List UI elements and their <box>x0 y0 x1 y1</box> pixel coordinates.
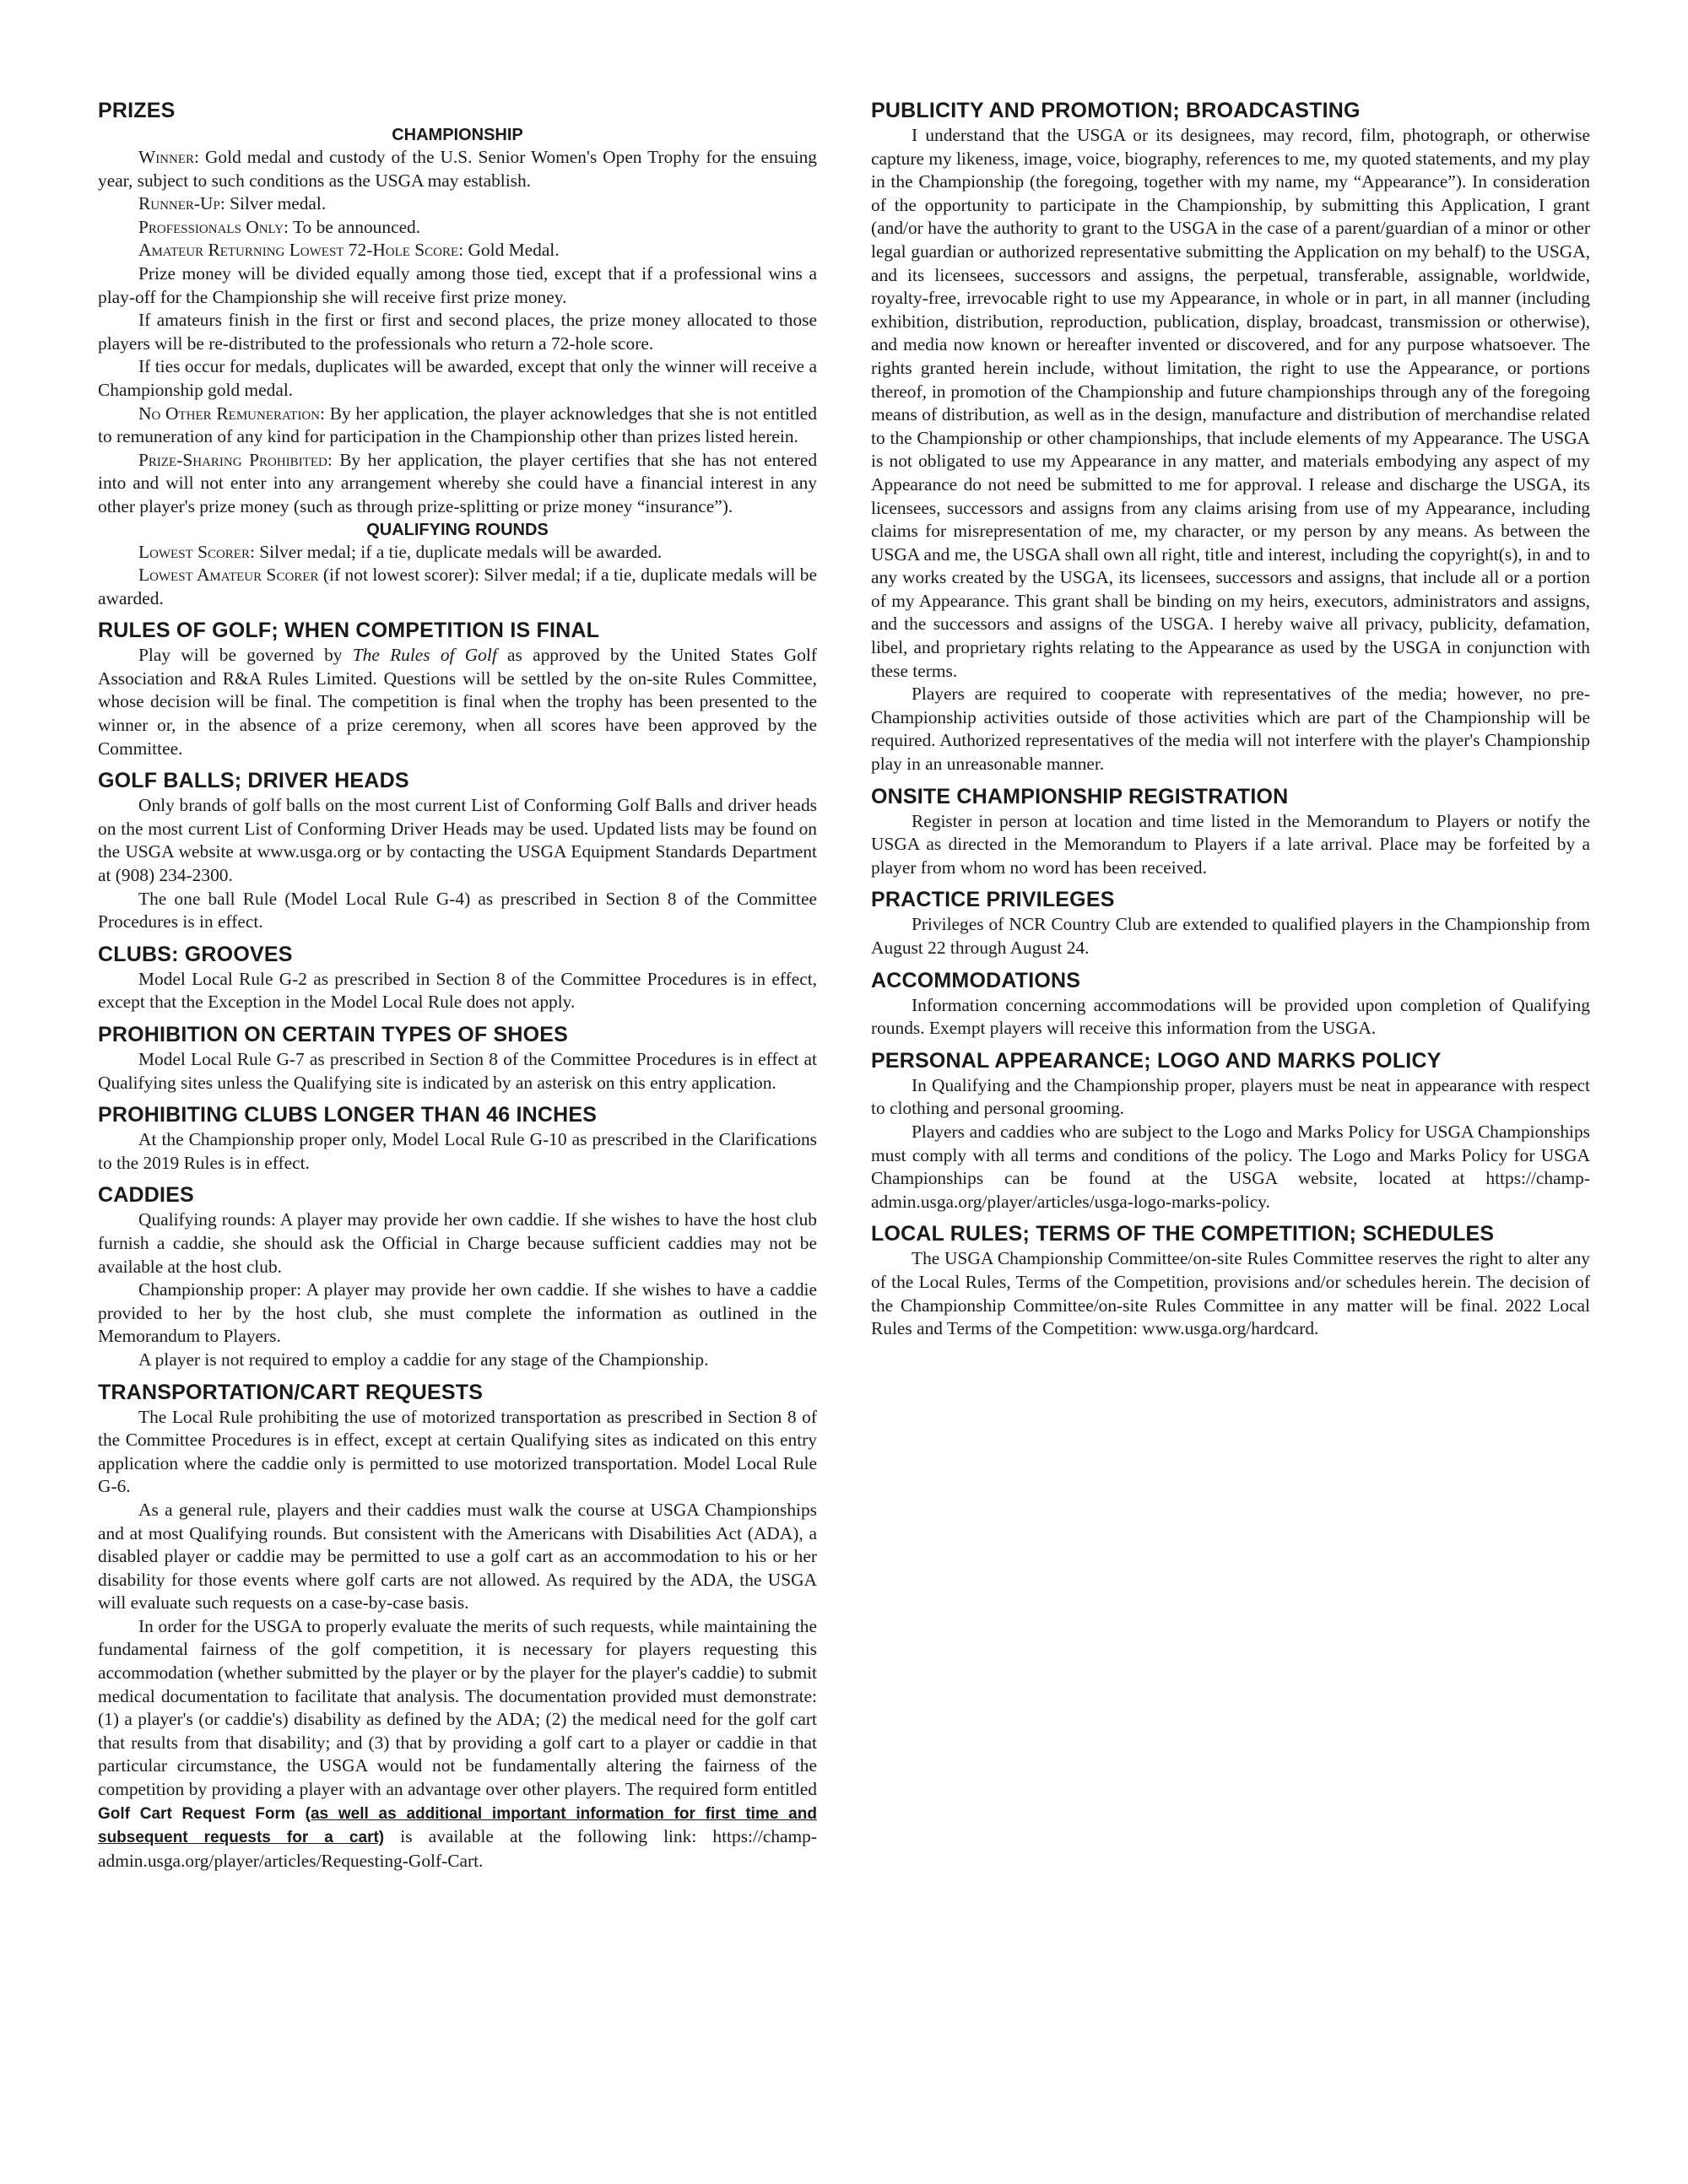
paragraph: The one ball Rule (Model Local Rule G-4) as prescribed in Section 8 of the Committee Procedures is in effect. <box>98 888 817 933</box>
section-transportation <box>98 1381 817 1873</box>
section-prizes <box>98 99 817 610</box>
label-professionals: Professionals Only <box>138 216 284 237</box>
section-heading: PROHIBITION ON CERTAIN TYPES OF SHOES <box>98 1023 568 1046</box>
section-accommodations <box>871 969 1590 1041</box>
paragraph: Only brands of golf balls on the most current List of Conforming Golf Balls and driver heads on the most current List of Conforming Driver Heads may be used. Updated lists may be found on the USGA website at www.usga.org or by contacting the USGA Equipment Standards Department at (908) 234-2300. <box>98 795 817 886</box>
section-heading: RULES OF GOLF; WHEN COMPETITION IS FINAL <box>98 619 600 643</box>
section-caddies <box>98 1183 817 1371</box>
paragraph: Prize-Sharing Prohibited: By her application, the player certifies that she has not entered into and will not enter into any arrangement whereby she could have a financial interest in any other player's prize money (such as through prize-splitting or prize money “insurance”). <box>98 449 818 516</box>
paragraph: I understand that the USGA or its designees, may record, film, photograph, or otherwise capture my likeness, image, voice, biography, references to me, my quoted statements, and my play in the Championship (the foregoing, together with my name, my “Appearance”). In consideration of the opportunity to participate in the Championship, by submitting this Application, I grant (and/or have the authority to grant to the USGA in the case of a parent/guardian of a minor or other legal guardian or authorized representative submitting the Application on my behalf) to the USGA, and its licensees, successors and assigns, the perpetual, transferable, assignable, worldwide, royalty-free, irrevocable right to use my Appearance, in whole or in part, in all manner (including exhibition, distribution, reproduction, publication, display, broadcast, transmission or otherwise), and media now known or hereafter invented or discovered, and for any purpose whatsoever. The rights granted herein include, without limitation, the right to use the Appearance, or portions thereof, in promotion of the Championship and future championships through any of the foregoing means of distribution, as well as in the design, manufacture and distribution of merchandise related to the Championship or other championships, that include elements of my Appearance. The USGA is not obligated to use my Appearance in any matter, and materials embodying any aspect of my Appearance do not need be submitted to me for approval. I release and discharge the USGA, its licensees, successors and assigns from any claims arising from use of my Appearance, including claims for misrepresentation of me, my character, or my person by any means. As between the USGA and me, the USGA shall own all right, title and interest, including the copyright(s), in and to any works created by the USGA, its licensees, successors and assigns, that include all or a portion of my Appearance. This grant shall be binding on my heirs, executors, administrators and assigns, and the successors and assigns of the USGA. I hereby waive all privacy, publicity, defamation, libel, and proprietary rights relating to the Appearance as used by the USGA in conjunction with these terms. <box>871 125 1590 681</box>
golf-cart-link: is available at the following link: https://champ-admin.usga.org/player/articles/Requesting-Golf-Cart. <box>98 1826 817 1871</box>
paragraph: In order for the USGA to properly evaluate the merits of such requests, while maintaining the fundamental fairness of the golf competition, it is necessary for players requesting this accommodation (whether submitted by the player or by the player for the player's caddie) to submit medical documentation to facilitate that analysis. The documentation provided must demonstrate: (1) a player's (or caddie's) disability as defined by the ADA; (2) the medical need for the golf cart that results from that disability; and (3) that by providing a golf cart to a player or caddie in that particular circumstance, the USGA would not be fundamentally altering the fairness of the competition by providing a player with an advantage over other players. The required form entitled Golf Cart Request Form (as well as additional important information for first time and subsequent requests for a cart) is available at the following link: https://champ-admin.usga.org/player/articles/Requesting-Golf-Cart. <box>98 1615 817 1871</box>
paragraph: No Other Remuneration: By her application, the player acknowledges that she is not entitled to remuneration of any kind for participation in the Championship other than prizes listed herein. <box>98 403 817 447</box>
label-lowest-amateur: Lowest Amateur Scorer <box>138 565 319 586</box>
paragraph: If amateurs finish in the first or first and second places, the prize money allocated to those players will be re-distributed to the professionals who return a 72-hole score. <box>98 310 817 354</box>
section-registration <box>871 785 1590 880</box>
section-heading: ACCOMMODATIONS <box>871 968 1081 992</box>
label-no-other-remuneration: No Other Remuneration <box>138 403 320 424</box>
subheading-qualifying: QUALIFYING ROUNDS <box>366 520 549 539</box>
section-heading: PRIZES <box>98 99 176 122</box>
section-shoes <box>98 1023 817 1095</box>
paragraph: Winner: Gold medal and custody of the U.S. Senior Women's Open Trophy for the ensuing year, subject to such conditions as the USGA may establish. <box>98 147 817 191</box>
label-runner-up: Runner-Up <box>138 193 220 214</box>
section-heading: GOLF BALLS; DRIVER HEADS <box>98 769 409 793</box>
section-heading: LOCAL RULES; TERMS OF THE COMPETITION; SCHEDULES <box>871 1222 1495 1246</box>
section-heading: CADDIES <box>98 1183 194 1208</box>
subheading-championship: CHAMPIONSHIP <box>392 126 523 144</box>
section-golf-balls <box>98 769 817 934</box>
section-heading: PERSONAL APPEARANCE; LOGO AND MARKS POLICY <box>871 1048 1442 1073</box>
paragraph: Amateur Returning Lowest 72-Hole Score: Gold Medal. <box>138 240 560 261</box>
label-winner: Winner <box>138 147 195 167</box>
right-column <box>871 99 1590 1349</box>
paragraph: The Local Rule prohibiting the use of motorized transportation as prescribed in Section 8 of the Committee Procedures is in effect, except at certain Qualifying sites as indicated on this entry application where the caddie only is permitted to use motorized transportation. Model Local Rule G-6. <box>98 1406 817 1497</box>
paragraph: Qualifying rounds: A player may provide her own caddie. If she wishes to have the host club furnish a caddie, she should ask the Official in Charge because sufficient caddies may not be available at the host club. <box>98 1209 817 1277</box>
paragraph: The USGA Championship Committee/on-site Rules Committee reserves the right to alter any of the Local Rules, Terms of the Competition, provisions and/or schedules herein. The decision of the Championship Committee/on-site Rules Committee in any matter will be final. 2022 Local Rules and Terms of the Competition: www.usga.org/hardcard. <box>871 1248 1590 1339</box>
label-lowest-scorer: Lowest Scorer <box>138 541 250 562</box>
paragraph: A player is not required to employ a caddie for any stage of the Championship. <box>138 1349 709 1370</box>
section-heading: CLUBS: GROOVES <box>98 942 293 966</box>
label-prize-sharing: Prize-Sharing Prohibited <box>138 449 327 470</box>
section-practice <box>871 888 1590 960</box>
golf-cart-info-note: (as well as additional important information for first time and subsequent requests for a cart) <box>98 1804 817 1847</box>
paragraph: Runner-Up: Silver medal. <box>138 193 327 214</box>
paragraph: Information concerning accommodations will be provided upon completion of Qualifying rounds. Exempt players will receive this information from the USGA. <box>871 994 1590 1039</box>
paragraph: Lowest Amateur Scorer (if not lowest scorer): Silver medal; if a tie, duplicate medals will be awarded. <box>98 565 817 608</box>
section-appearance <box>871 1049 1590 1214</box>
paragraph: Players and caddies who are subject to the Logo and Marks Policy for USGA Championships must comply with all terms and conditions of the policy. The Logo and Marks Policy for USGA Championships can be found at the USGA website, located at https://champ-admin.usga.org/player/articles/usga-logo-marks-policy. <box>871 1121 1590 1212</box>
paragraph: Professionals Only: To be announced. <box>138 216 421 237</box>
paragraph: Model Local Rule G-7 as prescribed in Section 8 of the Committee Procedures is in effect at Qualifying sites unless the Qualifying site is indicated by an asterisk on this entry application. <box>98 1049 817 1093</box>
paragraph: Model Local Rule G-2 as prescribed in Section 8 of the Committee Procedures is in effect, except that the Exception in the Model Local Rule does not apply. <box>98 968 817 1013</box>
paragraph: Play will be governed by The Rules of Golf as approved by the United States Golf Association and R&A Rules Limited. Questions will be settled by the on-site Rules Committee, whose decision will be final. The competition is final when the trophy has been presented to the winner or, in the absence of a prize ceremony, when all scores have been approved by the Committee. <box>98 645 817 759</box>
golf-cart-form-title: Golf Cart Request Form <box>98 1804 295 1823</box>
paragraph: If ties occur for medals, duplicates will be awarded, except that only the winner will receive a Championship gold medal. <box>98 356 817 400</box>
section-local-rules <box>871 1222 1590 1340</box>
section-heading: PROHIBITING CLUBS LONGER THAN 46 INCHES <box>98 1103 598 1127</box>
paragraph: At the Championship proper only, Model Local Rule G-10 as prescribed in the Clarifications to the 2019 Rules is in effect. <box>98 1129 817 1173</box>
paragraph: In Qualifying and the Championship proper, players must be neat in appearance with respect to clothing and personal grooming. <box>871 1074 1590 1119</box>
paragraph: Championship proper: A player may provide her own caddie. If she wishes to have a caddie provided to her by the host club, she must complete the information as outlined in the Memorandum to Players. <box>98 1279 817 1347</box>
paragraph: Register in person at location and time listed in the Memorandum to Players or notify the USGA as directed in the Memorandum to Players if a late arrival. Place may be forfeited by a player from whom no word has been received. <box>871 810 1590 878</box>
section-heading: PRACTICE PRIVILEGES <box>871 888 1115 912</box>
section-long-clubs <box>98 1103 817 1175</box>
paragraph: Lowest Scorer: Silver medal; if a tie, duplicate medals will be awarded. <box>138 541 663 562</box>
left-column <box>98 99 817 1881</box>
paragraph: Players are required to cooperate with representatives of the media; however, no pre-Championship activities outside of those activities which are part of the Championship will be required. Authorized representatives of the media will not interfere with the player's Championship play in an unreasonable manner. <box>871 684 1590 775</box>
section-clubs-grooves <box>98 943 817 1014</box>
section-rules-of-golf <box>98 619 817 760</box>
paragraph: Prize money will be divided equally among those tied, except that if a professional wins a play-off for the Championship she will receive first prize money. <box>98 262 817 307</box>
rules-of-golf-title: The Rules of Golf <box>352 645 497 666</box>
paragraph: Privileges of NCR Country Club are extended to qualified players in the Championship from August 22 through August 24. <box>871 914 1590 958</box>
label-amateur: Amateur Returning Lowest 72-Hole Score <box>138 240 459 261</box>
section-heading: PUBLICITY AND PROMOTION; BROADCASTING <box>871 99 1361 122</box>
paragraph: As a general rule, players and their caddies must walk the course at USGA Championships and at most Qualifying rounds. But consistent with the Americans with Disabilities Act (ADA), a disabled player or caddie may be permitted to use a golf cart as an accommodation to his or her disability for those events where golf carts are not allowed. As required by the ADA, the USGA will evaluate such requests on a case-by-case basis. <box>98 1499 817 1614</box>
section-publicity <box>871 99 1590 776</box>
section-heading: TRANSPORTATION/CART REQUESTS <box>98 1380 484 1404</box>
section-heading: ONSITE CHAMPIONSHIP REGISTRATION <box>871 784 1289 808</box>
